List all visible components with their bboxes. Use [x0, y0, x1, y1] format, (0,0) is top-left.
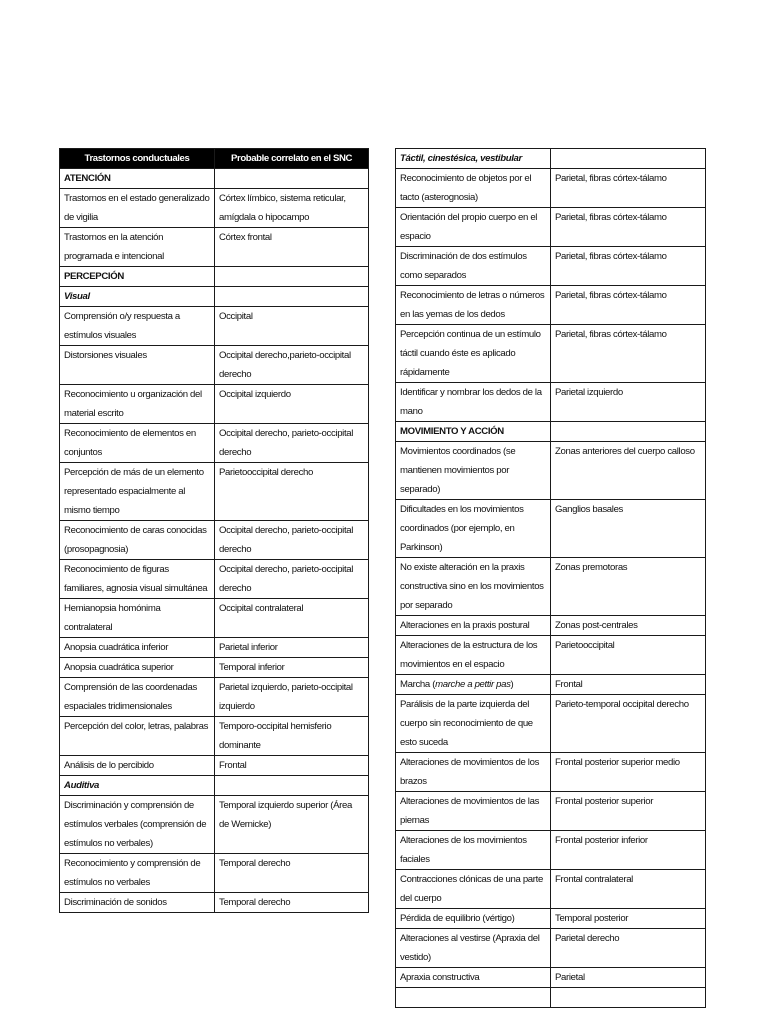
disorder-cell: Hemianopsia homónima contralateral	[60, 599, 215, 638]
disorder-cell: Trastornos en la atención programada e intencional	[60, 228, 215, 267]
correlate-cell: Parietal, fibras córtex-tálamo	[551, 208, 706, 247]
correlate-cell: Parietal derecho	[551, 929, 706, 968]
table-row	[396, 792, 706, 831]
disorder-cell: Orientación del propio cuerpo en el espacio	[396, 208, 551, 247]
correlate-cell: Ganglios basales	[551, 500, 706, 558]
table-row	[396, 831, 706, 870]
disorder-cell: Visual	[60, 287, 215, 307]
correlate-cell: Temporal derecho	[215, 854, 369, 893]
table-row	[60, 346, 369, 385]
disorder-cell: Movimientos coordinados (se mantienen movimientos por separado)	[396, 442, 551, 500]
table-row	[396, 909, 706, 929]
table-row	[60, 521, 369, 560]
table-row	[60, 678, 369, 717]
table-row	[60, 893, 369, 913]
disorder-cell: Apraxia constructiva	[396, 968, 551, 988]
disorder-cell: Dificultades en los movimientos coordinados (por ejemplo, en Parkinson)	[396, 500, 551, 558]
correlate-cell: Parietooccipital	[551, 636, 706, 675]
table-row	[396, 870, 706, 909]
table-row	[396, 325, 706, 383]
left-table-body	[60, 169, 369, 913]
correlate-cell: Parietal	[551, 968, 706, 988]
subsection-row	[60, 287, 369, 307]
correlate-cell: Parietal, fibras córtex-tálamo	[551, 247, 706, 286]
header-disorders: Trastornos conductuales	[60, 149, 215, 169]
disorder-cell: Análisis de lo percibido	[60, 756, 215, 776]
correlate-cell: Parietooccipital derecho	[215, 463, 369, 521]
table-row	[396, 208, 706, 247]
disorder-cell: Percepción continua de un estímulo táctil cuando éste es aplicado rápidamente	[396, 325, 551, 383]
table-row	[396, 558, 706, 616]
disorder-cell: No existe alteración en la praxis constructiva sino en los movimientos por separado	[396, 558, 551, 616]
correlate-cell: Frontal contralateral	[551, 870, 706, 909]
left-table	[59, 148, 369, 913]
disorder-cell: Parálisis de la parte izquierda del cuerpo sin reconocimiento de que esto suceda	[396, 695, 551, 753]
disorder-cell: Comprensión de las coordenadas espaciales tridimensionales	[60, 678, 215, 717]
correlate-cell: Frontal posterior superior medio	[551, 753, 706, 792]
right-table-body	[396, 149, 706, 1008]
disorder-cell: Alteraciones de movimientos de los brazos	[396, 753, 551, 792]
correlate-cell	[551, 422, 706, 442]
correlate-cell: Occipital contralateral	[215, 599, 369, 638]
table-row	[396, 988, 706, 1008]
table-row	[396, 286, 706, 325]
correlate-cell: Córtex frontal	[215, 228, 369, 267]
section-row	[60, 267, 369, 287]
disorder-cell: Reconocimiento u organización del material escrito	[60, 385, 215, 424]
correlate-cell: Frontal	[215, 756, 369, 776]
table-row	[396, 616, 706, 636]
disorder-cell: Auditiva	[60, 776, 215, 796]
disorder-cell: MOVIMIENTO Y ACCIÓN	[396, 422, 551, 442]
correlate-cell: Temporal derecho	[215, 893, 369, 913]
disorder-cell: Alteraciones de movimientos de las piernas	[396, 792, 551, 831]
disorder-cell: Táctil, cinestésica, vestibular	[396, 149, 551, 169]
disorder-cell: Trastornos en el estado generalizado de vigilia	[60, 189, 215, 228]
correlate-cell: Parietal, fibras córtex-tálamo	[551, 286, 706, 325]
correlate-cell: Temporal inferior	[215, 658, 369, 678]
disorder-cell: Alteraciones al vestirse (Apraxia del vestido)	[396, 929, 551, 968]
correlate-cell	[215, 776, 369, 796]
disorder-cell: PERCEPCIÓN	[60, 267, 215, 287]
disorder-cell: Alteraciones de la estructura de los movimientos en el espacio	[396, 636, 551, 675]
correlate-cell: Occipital izquierdo	[215, 385, 369, 424]
correlate-cell: Parietal, fibras córtex-tálamo	[551, 169, 706, 208]
correlate-cell	[551, 149, 706, 169]
disorder-cell	[396, 988, 551, 1008]
correlate-cell: Zonas anteriores del cuerpo calloso	[551, 442, 706, 500]
correlate-cell: Parieto-temporal occipital derecho	[551, 695, 706, 753]
correlate-cell: Temporo-occipital hemisferio dominante	[215, 717, 369, 756]
table-row	[60, 658, 369, 678]
table-row	[396, 442, 706, 500]
table-row	[60, 717, 369, 756]
table-row	[396, 169, 706, 208]
table-row	[396, 636, 706, 675]
disorder-cell: Percepción de más de un elemento representado espacialmente al mismo tiempo	[60, 463, 215, 521]
correlate-cell: Frontal posterior inferior	[551, 831, 706, 870]
disorder-cell: Reconocimiento y comprensión de estímulos no verbales	[60, 854, 215, 893]
disorder-italic-text: marche a pettir pas	[435, 679, 511, 690]
section-row	[60, 169, 369, 189]
disorder-cell: Reconocimiento de figuras familiares, agnosia visual simultánea	[60, 560, 215, 599]
disorder-cell: Reconocimiento de elementos en conjuntos	[60, 424, 215, 463]
disorder-cell: Anopsia cuadrática inferior	[60, 638, 215, 658]
section-row	[396, 422, 706, 442]
table-row	[396, 500, 706, 558]
disorder-cell: Alteraciones de los movimientos faciales	[396, 831, 551, 870]
disorder-cell: Reconocimiento de caras conocidas (prosopagnosia)	[60, 521, 215, 560]
table-row	[396, 247, 706, 286]
table-row	[60, 463, 369, 521]
disorder-cell: Anopsia cuadrática superior	[60, 658, 215, 678]
disorder-cell: Identificar y nombrar los dedos de la mano	[396, 383, 551, 422]
disorder-cell: Discriminación y comprensión de estímulos verbales (comprensión de estímulos no verbales)	[60, 796, 215, 854]
disorder-cell: Discriminación de sonidos	[60, 893, 215, 913]
disorder-cell: Comprensión o/y respuesta a estímulos visuales	[60, 307, 215, 346]
correlate-cell: Frontal posterior superior	[551, 792, 706, 831]
table-row	[396, 675, 706, 695]
correlate-cell: Occipital derecho, parieto-occipital derecho	[215, 424, 369, 463]
correlate-cell: Parietal izquierdo, parieto-occipital izquierdo	[215, 678, 369, 717]
correlate-cell: Parietal, fibras córtex-tálamo	[551, 325, 706, 383]
right-table	[395, 148, 706, 1008]
disorder-cell: Distorsiones visuales	[60, 346, 215, 385]
disorder-cell: Contracciones clónicas de una parte del cuerpo	[396, 870, 551, 909]
disorder-cell: ATENCIÓN	[60, 169, 215, 189]
disorder-cell: Alteraciones en la praxis postural	[396, 616, 551, 636]
table-row	[60, 638, 369, 658]
correlate-cell: Frontal	[551, 675, 706, 695]
disorder-cell: Percepción del color, letras, palabras	[60, 717, 215, 756]
disorder-cell: Pérdida de equilibrio (vértigo)	[396, 909, 551, 929]
table-row	[396, 968, 706, 988]
disorder-text: Marcha (	[400, 679, 436, 690]
table-row	[60, 189, 369, 228]
disorder-cell: Discriminación de dos estímulos como separados	[396, 247, 551, 286]
table-row	[60, 756, 369, 776]
table-row	[60, 599, 369, 638]
correlate-cell: Occipital derecho,parieto-occipital derecho	[215, 346, 369, 385]
correlate-cell	[215, 287, 369, 307]
correlate-cell	[215, 267, 369, 287]
table-row	[60, 854, 369, 893]
disorder-cell: Reconocimiento de objetos por el tacto (asterognosia)	[396, 169, 551, 208]
correlate-cell: Zonas premotoras	[551, 558, 706, 616]
correlate-cell: Zonas post-centrales	[551, 616, 706, 636]
correlate-cell: Occipital derecho, parieto-occipital derecho	[215, 521, 369, 560]
correlate-cell: Occipital	[215, 307, 369, 346]
table-row	[60, 424, 369, 463]
table-row	[396, 753, 706, 792]
correlate-cell: Parietal inferior	[215, 638, 369, 658]
correlate-cell: Córtex límbico, sistema reticular, amígdala o hipocampo	[215, 189, 369, 228]
table-row	[60, 228, 369, 267]
subsection-row	[396, 149, 706, 169]
table-row	[60, 385, 369, 424]
disorder-text-end: )	[510, 679, 514, 690]
table-row	[396, 383, 706, 422]
disorder-cell	[396, 675, 551, 695]
correlate-cell: Occipital derecho, parieto-occipital derecho	[215, 560, 369, 599]
table-row	[60, 796, 369, 854]
header-row	[60, 149, 369, 169]
correlate-cell	[551, 988, 706, 1008]
table-row	[60, 307, 369, 346]
correlate-cell: Temporal izquierdo superior (Área de Wernicke)	[215, 796, 369, 854]
subsection-row	[60, 776, 369, 796]
table-row	[60, 560, 369, 599]
table-row	[396, 929, 706, 968]
correlate-cell: Parietal izquierdo	[551, 383, 706, 422]
disorder-cell: Reconocimiento de letras o números en las yemas de los dedos	[396, 286, 551, 325]
table-row	[396, 695, 706, 753]
correlate-cell	[215, 169, 369, 189]
correlate-cell: Temporal posterior	[551, 909, 706, 929]
header-correlate: Probable correlato en el SNC	[215, 149, 369, 169]
